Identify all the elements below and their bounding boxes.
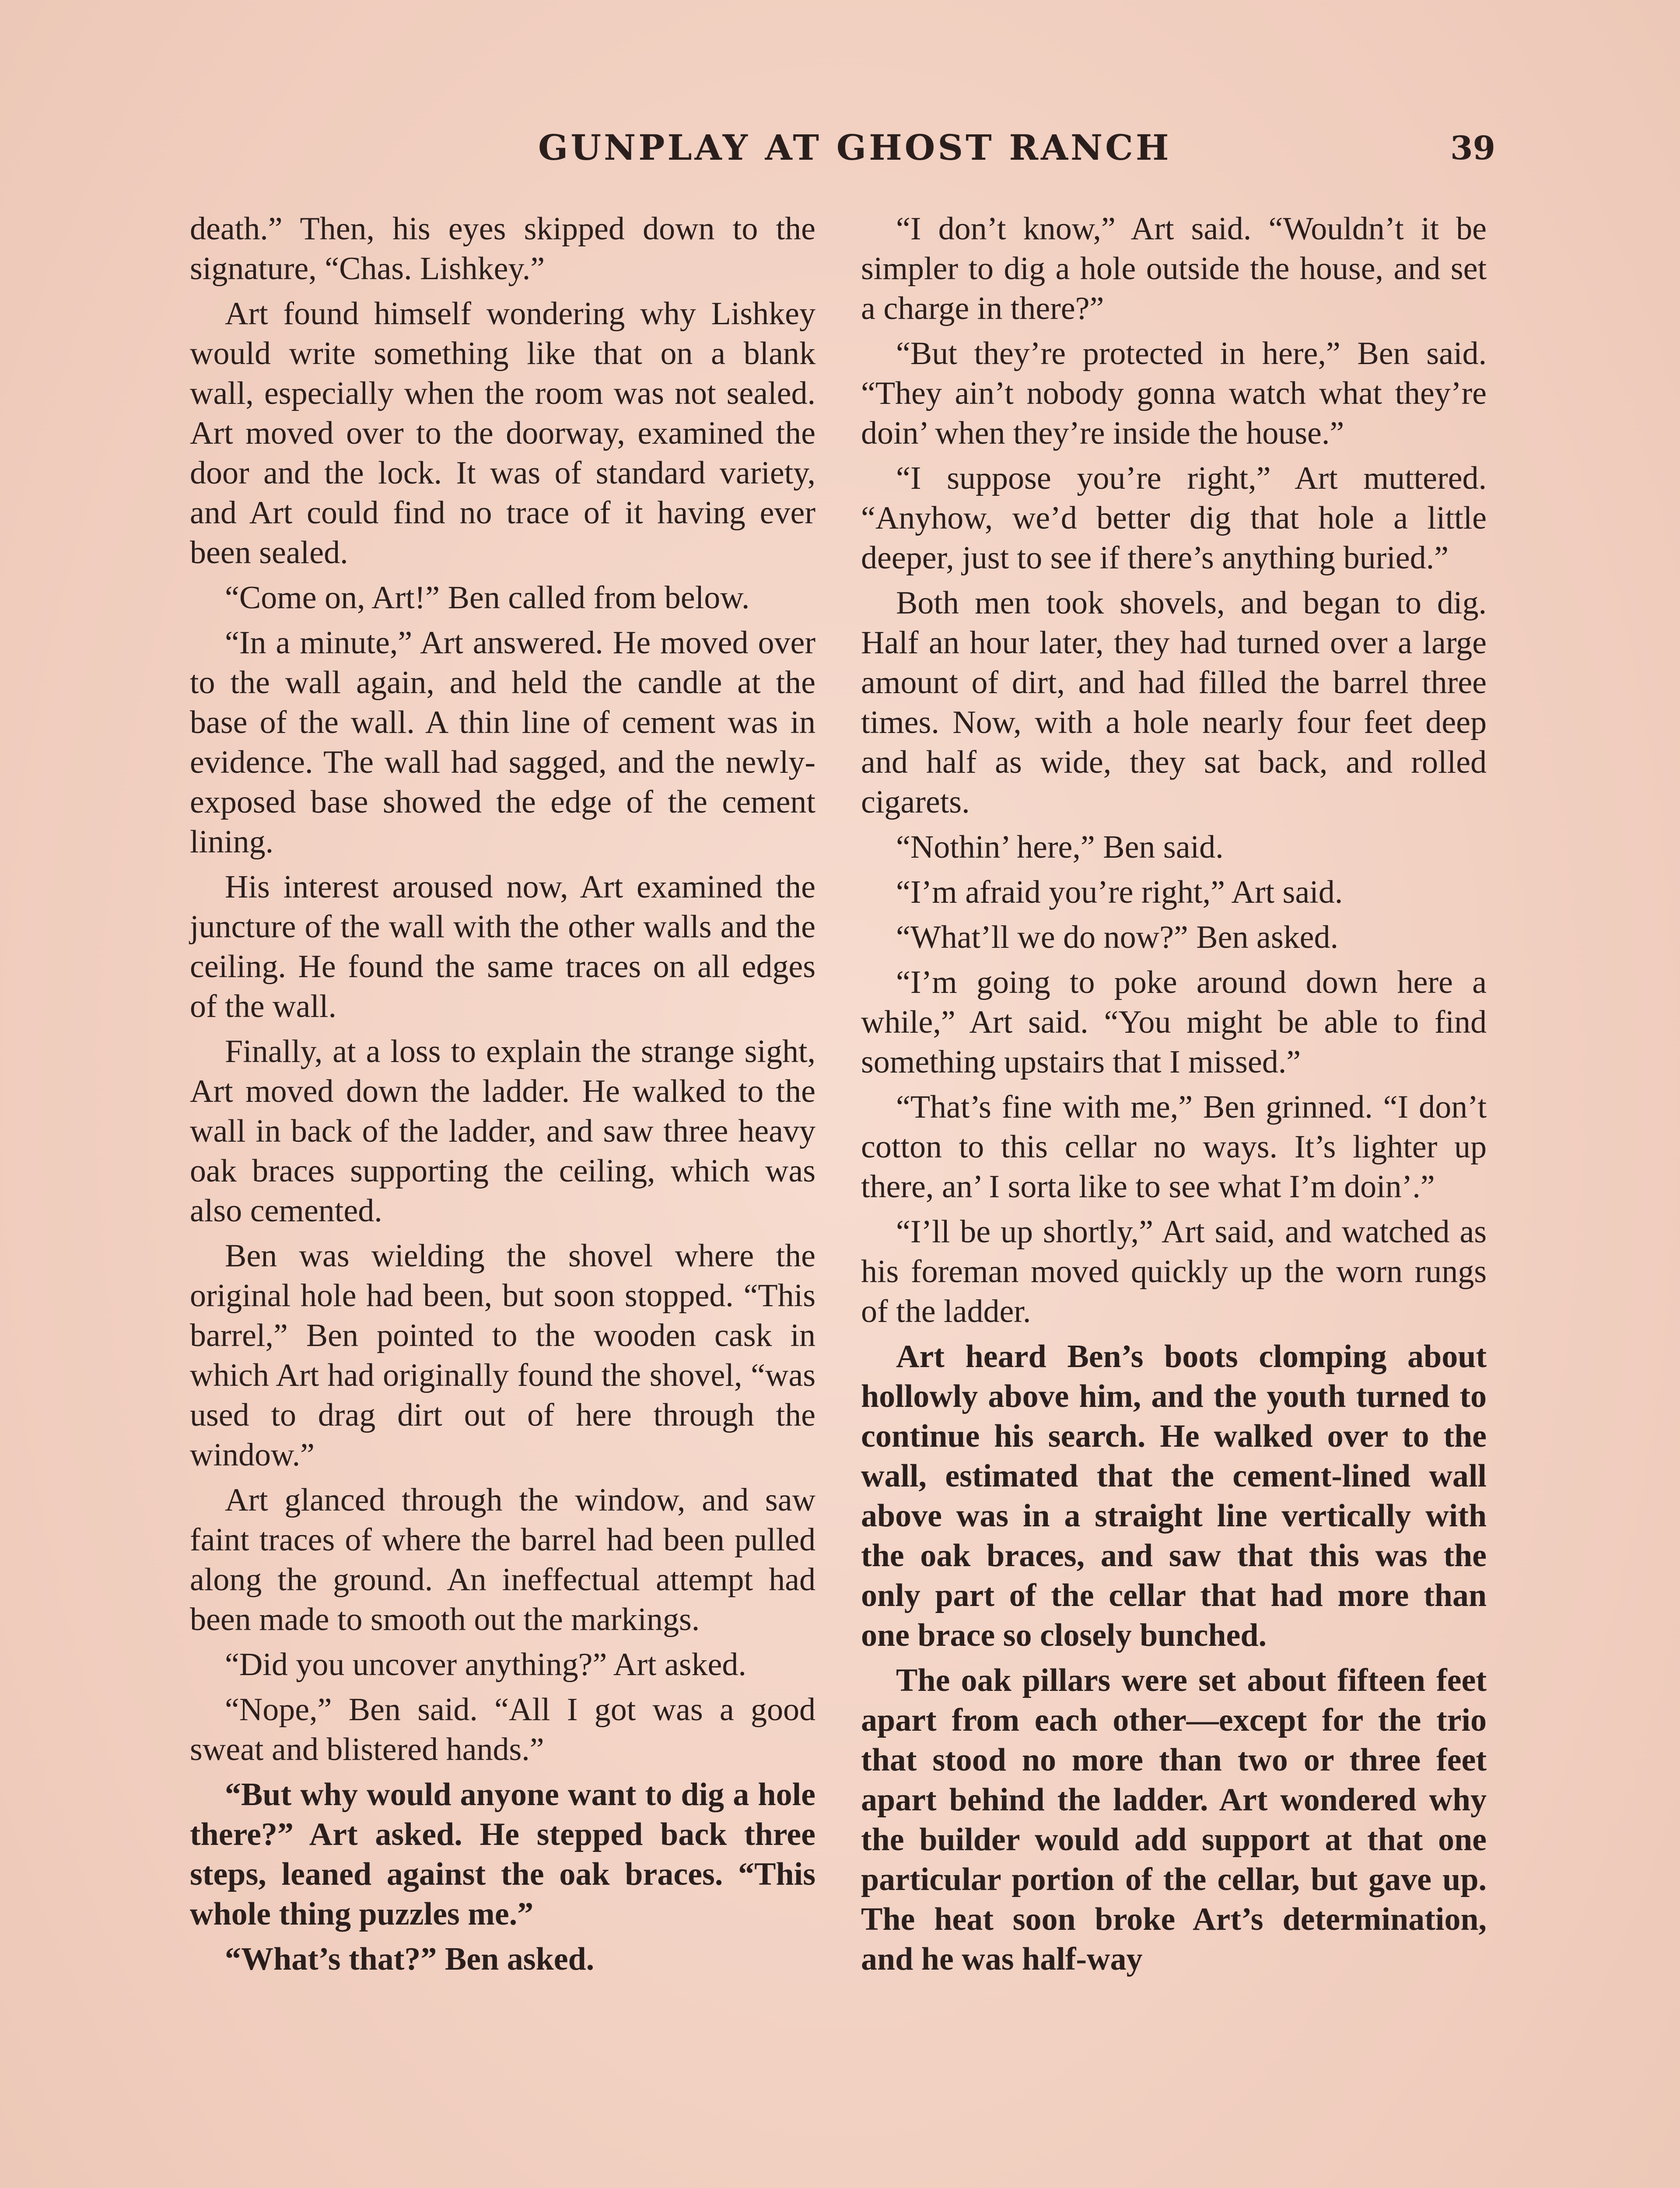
paragraph: “Nope,” Ben said. “All I got was a good sweat and blistered hands.” bbox=[190, 1692, 816, 1767]
paragraph: Art glanced through the window, and saw faint traces of where the barrel had been pulled along the ground. An ineffectual attempt had been made to smooth out the markings. bbox=[190, 1482, 816, 1637]
paragraph: “But why would anyone want to dig a hole there?” Art asked. He stepped back three steps, leaned against the oak braces. “This whole thing puzzles me.” bbox=[190, 1777, 816, 1932]
paragraph: “I’ll be up shortly,” Art said, and watched as his foreman moved quickly up the worn rungs of the ladder. bbox=[861, 1214, 1487, 1329]
paragraph: “That’s fine with me,” Ben grinned. “I don’t cotton to this cellar no ways. It’s lighter up there, an’ I sorta like to see what I’m doin’.” bbox=[861, 1089, 1487, 1205]
page-header bbox=[0, 127, 1680, 175]
page-number: 39 bbox=[1450, 130, 1495, 167]
paragraph: The oak pillars were set about fifteen feet apart from each other—except for the trio that stood no more than two or three feet apart behind the ladder. Art wondered why the builder would add support at that one particular portion of the cellar, but gave up. The heat soon broke Art’s determination, and he was half-way bbox=[861, 1662, 1487, 1977]
paragraph: “Come on, Art!” Ben called from below. bbox=[225, 580, 750, 616]
paragraph: Finally, at a loss to explain the strange sight, Art moved down the ladder. He walked to the wall in back of the ladder, and saw three heavy oak braces supporting the ceiling, which was also cemented. bbox=[190, 1034, 816, 1229]
paragraph: Ben was wielding the shovel where the original hole had been, but soon stopped. “This barrel,” Ben pointed to the wooden cask in which Art had originally found the shovel, “was used to drag dirt out of here through the window.” bbox=[190, 1238, 816, 1473]
paragraph: “I’m afraid you’re right,” Art said. bbox=[896, 874, 1343, 910]
paragraph: “What’s that?” Ben asked. bbox=[225, 1941, 595, 1977]
running-title: GUNPLAY AT GHOST RANCH bbox=[538, 127, 1172, 168]
paragraph: “Nothin’ here,” Ben said. bbox=[896, 829, 1224, 865]
paragraph: “What’ll we do now?” Ben asked. bbox=[896, 919, 1338, 955]
paragraph: Art heard Ben’s boots clomping about hollowly above him, and the youth turned to continue his search. He walked over to the wall, estimated that the cement-lined wall above was in a straight line vertically with the oak braces, and saw that this was the only part of the cellar that had more than one brace so closely bunched. bbox=[861, 1339, 1487, 1653]
paragraph: “In a minute,” Art answered. He moved over to the wall again, and held the candle at the base of the wall. A thin line of cement was in evidence. The wall had sagged, and the newly-exposed base showed the edge of the cement lining. bbox=[190, 625, 816, 860]
left-column bbox=[190, 209, 816, 1985]
paragraph: “But they’re protected in here,” Ben said. “They ain’t nobody gonna watch what they’re doin’ when they’re inside the house.” bbox=[861, 336, 1487, 451]
right-column bbox=[861, 209, 1487, 1985]
paragraph: “Did you uncover anything?” Art asked. bbox=[225, 1647, 746, 1683]
paragraph: “I suppose you’re right,” Art muttered. “Anyhow, we’d better dig that hole a little deeper, just to see if there’s anything buried.” bbox=[861, 460, 1487, 576]
paragraph: Both men took shovels, and began to dig. Half an hour later, they had turned over a large amount of dirt, and had filled the barrel three times. Now, with a hole nearly four feet deep and half as wide, they sat back, and rolled cigarets. bbox=[861, 585, 1487, 820]
paragraph: death.” Then, his eyes skipped down to the signature, “Chas. Lishkey.” bbox=[190, 211, 816, 287]
paragraph: Art found himself wondering why Lishkey would write something like that on a blank wall, especially when the room was not sealed. Art moved over to the doorway, examined the door and the lock. It was of standard variety, and Art could find no trace of it having ever been sealed. bbox=[190, 296, 816, 571]
paragraph: “I’m going to poke around down here a while,” Art said. “You might be able to find something upstairs that I missed.” bbox=[861, 964, 1487, 1080]
paragraph: “I don’t know,” Art said. “Wouldn’t it be simpler to dig a hole outside the house, and set a charge in there?” bbox=[861, 211, 1487, 326]
paragraph: His interest aroused now, Art examined the juncture of the wall with the other walls and the ceiling. He found the same traces on all edges of the wall. bbox=[190, 869, 816, 1024]
